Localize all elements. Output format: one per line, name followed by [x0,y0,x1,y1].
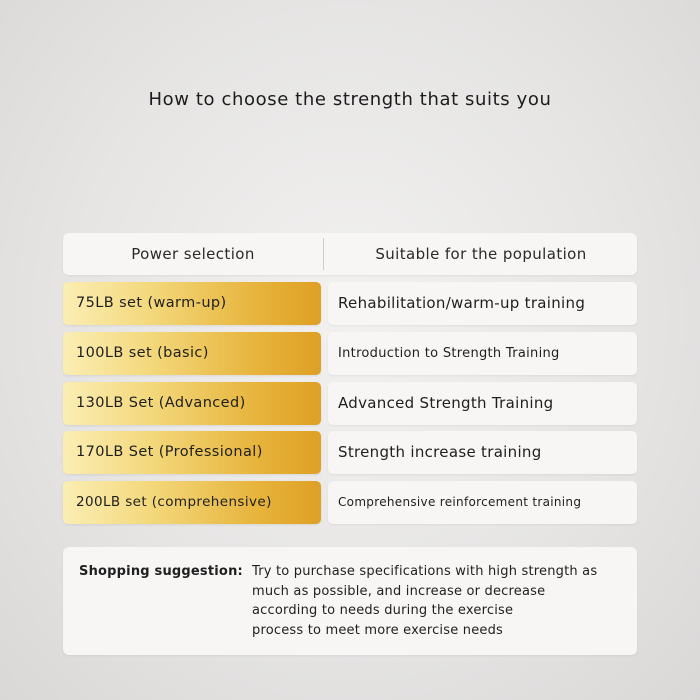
shopping-suggestion-label: Shopping suggestion: [79,564,243,579]
suggestion-line: much as possible, and increase or decrease [252,583,546,599]
suggestion-line: process to meet more exercise needs [252,622,504,638]
page-title: How to choose the strength that suits you [148,89,552,110]
population-label: Strength increase training [338,443,542,461]
population-cell [328,481,637,524]
header-suitable-population: Suitable for the population [375,245,587,263]
table-header [63,233,637,275]
power-cell [63,481,321,524]
table-row [63,431,637,474]
header-divider [323,238,324,270]
power-label: 75LB set (warm-up) [76,295,227,311]
power-cell [63,282,321,325]
suggestion-line: according to needs during the exercise [252,603,514,618]
population-cell [328,332,637,375]
power-cell [63,431,321,474]
population-cell [328,431,637,474]
population-cell [328,382,637,425]
power-label: 200LB set (comprehensive) [76,494,272,510]
shopping-suggestion-box [63,547,637,655]
power-label: 100LB set (basic) [76,345,209,361]
table-row [63,481,637,524]
suggestion-line: Try to purchase specifications with high strength as [252,564,598,579]
shopping-suggestion-text [252,562,636,640]
power-label: 130LB Set (Advanced) [76,395,246,411]
population-label: Introduction to Strength Training [338,346,560,361]
power-cell [63,382,321,425]
header-power-selection: Power selection [131,245,255,263]
population-cell [328,282,637,325]
power-cell [63,332,321,375]
population-label: Comprehensive reinforcement training [338,495,582,509]
population-label: Rehabilitation/warm-up training [338,294,586,312]
table-row [63,282,637,325]
table-row [63,382,637,425]
table-row [63,332,637,375]
power-label: 170LB Set (Professional) [76,444,263,460]
population-label: Advanced Strength Training [338,394,554,412]
